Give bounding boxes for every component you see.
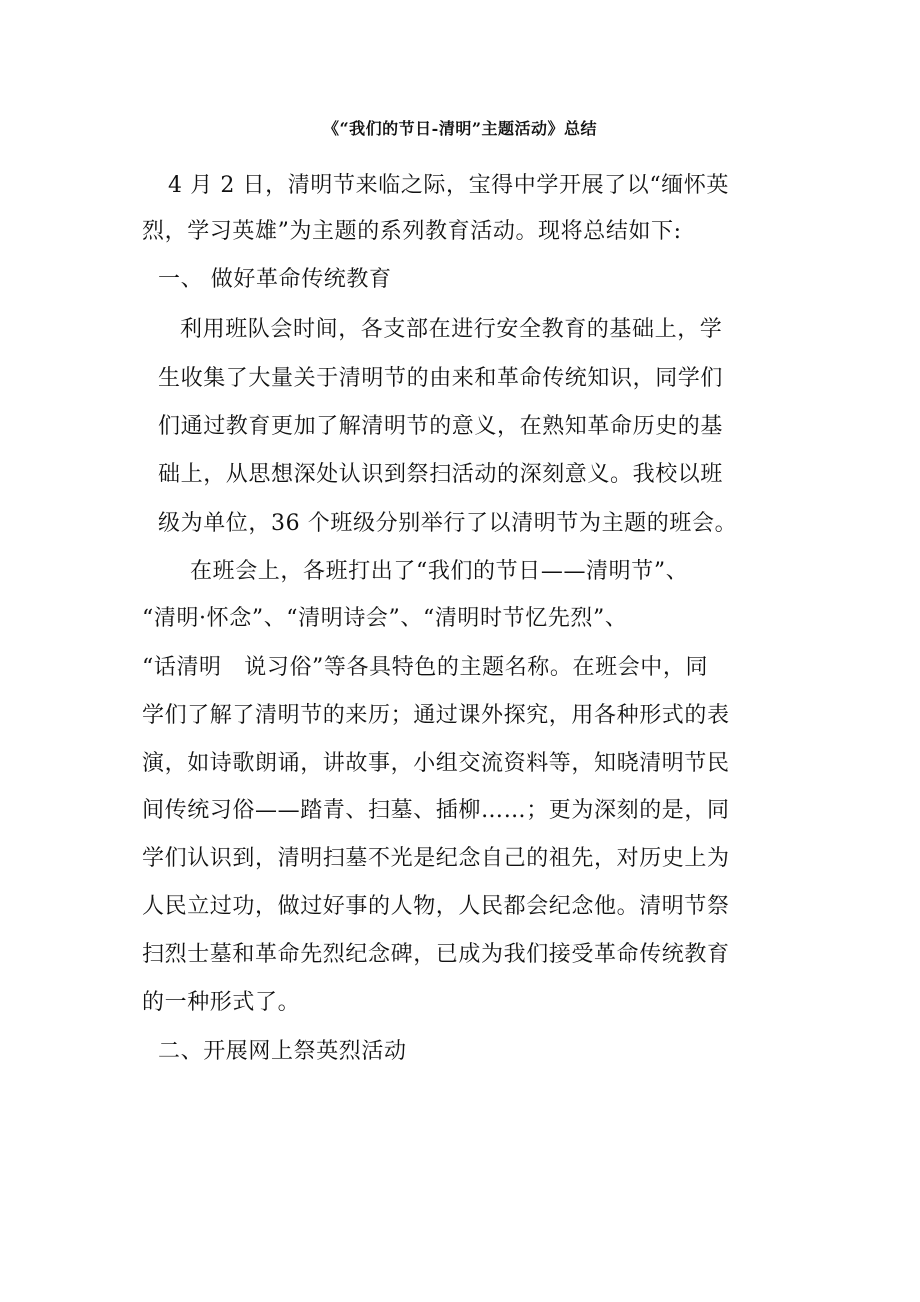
section1-para2-line-2: “清明·怀念”、“清明诗会”、“清明时节忆先烈”、 bbox=[142, 606, 628, 631]
section1-heading: 一、 做好革命传统教育 bbox=[158, 267, 392, 292]
section1-para1-line-4: 础上，从思想深处认识到祭扫活动的深刻意义。我校以班 bbox=[158, 462, 724, 487]
section1-para1-line-1: 利用班队会时间，各支部在进行安全教育的基础上，学 bbox=[180, 317, 723, 342]
section1-para2-line-8: 人民立过功，做过好事的人物，人民都会纪念他。清明节祭 bbox=[142, 894, 730, 919]
intro-line-1: 4 月 2 日，清明节来临之际，宝得中学开展了以“缅怀英 bbox=[168, 173, 730, 198]
section1-para2-line-4: 学们了解了清明节的来历；通过课外探究，用各种形式的表 bbox=[142, 703, 730, 728]
section1-para2-line-7: 学们认识到，清明扫墓不光是纪念自己的祖先，对历史上为 bbox=[142, 846, 730, 871]
section1-para1-line-2: 生收集了大量关于清明节的由来和革命传统知识，同学们 bbox=[158, 366, 724, 391]
document-title: 《“我们的节日-清明”主题活动》总结 bbox=[322, 119, 598, 138]
section1-para2-line-5: 演，如诗歌朗诵，讲故事，小组交流资料等，知晓清明节民 bbox=[142, 751, 730, 776]
section1-para2-line-10: 的一种形式了。 bbox=[142, 990, 301, 1015]
section1-para1-line-3: 们通过教育更加了解清明节的意义，在熟知革命历史的基 bbox=[158, 414, 724, 439]
section1-para2-line-9: 扫烈士墓和革命先烈纪念碑，已成为我们接受革命传统教育 bbox=[142, 942, 730, 967]
section1-para2-line-1: 在班会上，各班打出了“我们的节日——清明节”、 bbox=[190, 559, 689, 584]
section2-heading: 二、开展网上祭英烈活动 bbox=[158, 1039, 407, 1064]
section1-para1-line-5: 级为单位，36 个班级分别举行了以清明节为主题的班会。 bbox=[158, 511, 738, 536]
intro-line-2: 烈，学习英雄”为主题的系列教育活动。现将总结如下: bbox=[142, 219, 682, 244]
section1-para2-line-3: “话清明 说习俗”等各具特色的主题名称。在班会中，同 bbox=[142, 655, 709, 680]
section1-para2-line-6: 间传统习俗——踏青、扫墓、插柳……；更为深刻的是，同 bbox=[142, 798, 730, 823]
